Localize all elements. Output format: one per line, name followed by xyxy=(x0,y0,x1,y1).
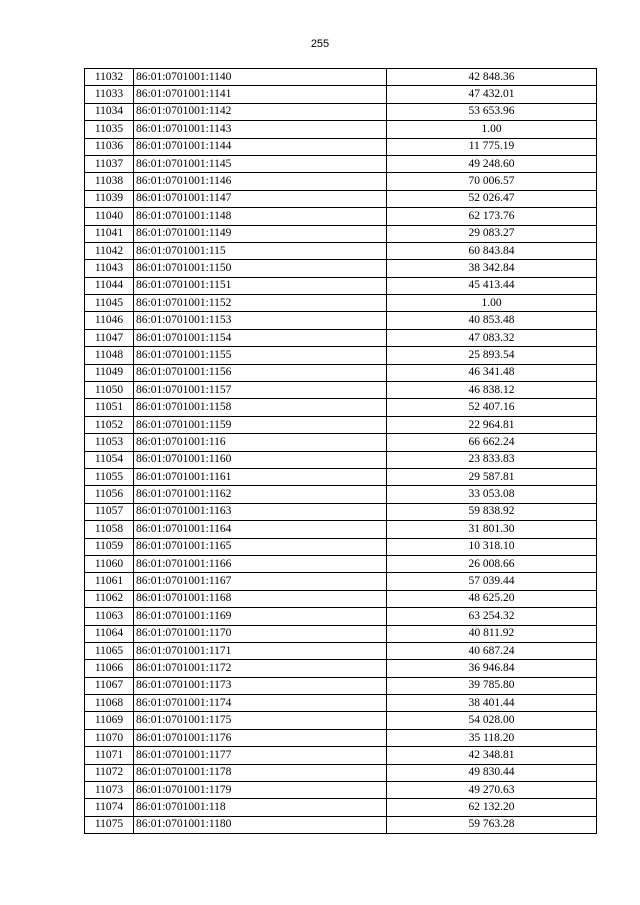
table-row xyxy=(85,468,597,485)
cadastral-number-cell: 86:01:0701001:1144 xyxy=(134,138,387,155)
table-row xyxy=(85,625,597,642)
cadastral-value-cell: 1.00 xyxy=(387,295,597,312)
cadastral-value-cell: 33 053.08 xyxy=(387,486,597,503)
cadastral-value-cell: 31 801.30 xyxy=(387,521,597,538)
cadastral-value-cell: 60 843.84 xyxy=(387,242,597,259)
row-number-cell: 11040 xyxy=(85,208,134,225)
cadastral-value-cell: 49 830.44 xyxy=(387,764,597,781)
table-row xyxy=(85,329,597,346)
row-number-cell: 11073 xyxy=(85,782,134,799)
cadastral-value-cell: 42 848.36 xyxy=(387,69,597,86)
cadastral-number-cell: 86:01:0701001:1160 xyxy=(134,451,387,468)
cadastral-value-cell: 46 838.12 xyxy=(387,382,597,399)
table-row xyxy=(85,677,597,694)
cadastral-number-cell: 86:01:0701001:1159 xyxy=(134,416,387,433)
cadastral-value-cell: 35 118.20 xyxy=(387,729,597,746)
cadastral-number-cell: 86:01:0701001:1149 xyxy=(134,225,387,242)
row-number-cell: 11063 xyxy=(85,608,134,625)
row-number-cell: 11051 xyxy=(85,399,134,416)
table-row xyxy=(85,538,597,555)
row-number-cell: 11059 xyxy=(85,538,134,555)
cadastral-number-cell: 86:01:0701001:1177 xyxy=(134,747,387,764)
table-row xyxy=(85,695,597,712)
table-row xyxy=(85,364,597,381)
row-number-cell: 11045 xyxy=(85,295,134,312)
row-number-cell: 11055 xyxy=(85,468,134,485)
cadastral-value-cell: 62 132.20 xyxy=(387,799,597,816)
row-number-cell: 11058 xyxy=(85,521,134,538)
page-number: 255 xyxy=(310,38,330,50)
cadastral-value-cell: 49 248.60 xyxy=(387,155,597,172)
table-row xyxy=(85,434,597,451)
cadastral-number-cell: 86:01:0701001:1174 xyxy=(134,695,387,712)
table-row xyxy=(85,173,597,190)
cadastral-value-cell: 26 008.66 xyxy=(387,555,597,572)
cadastral-number-cell: 86:01:0701001:1164 xyxy=(134,521,387,538)
cadastral-number-cell: 86:01:0701001:1150 xyxy=(134,260,387,277)
cadastral-number-cell: 86:01:0701001:1140 xyxy=(134,69,387,86)
cadastral-value-cell: 25 893.54 xyxy=(387,347,597,364)
table-row xyxy=(85,608,597,625)
cadastral-value-cell: 42 348.81 xyxy=(387,747,597,764)
row-number-cell: 11074 xyxy=(85,799,134,816)
cadastral-value-cell: 29 587.81 xyxy=(387,468,597,485)
table-row xyxy=(85,295,597,312)
row-number-cell: 11056 xyxy=(85,486,134,503)
cadastral-value-table xyxy=(84,68,597,834)
cadastral-value-cell: 40 853.48 xyxy=(387,312,597,329)
cadastral-number-cell: 86:01:0701001:1148 xyxy=(134,208,387,225)
table-row xyxy=(85,69,597,86)
cadastral-number-cell: 86:01:0701001:1180 xyxy=(134,816,387,833)
cadastral-value-cell: 39 785.80 xyxy=(387,677,597,694)
cadastral-number-cell: 86:01:0701001:1171 xyxy=(134,642,387,659)
cadastral-number-cell: 86:01:0701001:118 xyxy=(134,799,387,816)
row-number-cell: 11052 xyxy=(85,416,134,433)
cadastral-value-cell: 66 662.24 xyxy=(387,434,597,451)
cadastral-number-cell: 86:01:0701001:1173 xyxy=(134,677,387,694)
table-row xyxy=(85,573,597,590)
cadastral-value-cell: 45 413.44 xyxy=(387,277,597,294)
row-number-cell: 11038 xyxy=(85,173,134,190)
cadastral-value-cell: 10 318.10 xyxy=(387,538,597,555)
table-row xyxy=(85,555,597,572)
cadastral-value-cell: 63 254.32 xyxy=(387,608,597,625)
table-row xyxy=(85,347,597,364)
cadastral-number-cell: 86:01:0701001:1179 xyxy=(134,782,387,799)
table-row xyxy=(85,747,597,764)
row-number-cell: 11067 xyxy=(85,677,134,694)
row-number-cell: 11041 xyxy=(85,225,134,242)
table-row xyxy=(85,729,597,746)
cadastral-number-cell: 86:01:0701001:1157 xyxy=(134,382,387,399)
row-number-cell: 11075 xyxy=(85,816,134,833)
cadastral-value-cell: 70 006.57 xyxy=(387,173,597,190)
cadastral-number-cell: 86:01:0701001:1141 xyxy=(134,86,387,103)
row-number-cell: 11039 xyxy=(85,190,134,207)
row-number-cell: 11072 xyxy=(85,764,134,781)
table-row xyxy=(85,399,597,416)
cadastral-number-cell: 86:01:0701001:1172 xyxy=(134,660,387,677)
cadastral-number-cell: 86:01:0701001:115 xyxy=(134,242,387,259)
table-row xyxy=(85,816,597,833)
cadastral-value-cell: 1.00 xyxy=(387,121,597,138)
table-row xyxy=(85,260,597,277)
cadastral-value-cell: 36 946.84 xyxy=(387,660,597,677)
row-number-cell: 11034 xyxy=(85,103,134,120)
table-row xyxy=(85,521,597,538)
row-number-cell: 11064 xyxy=(85,625,134,642)
cadastral-number-cell: 86:01:0701001:1152 xyxy=(134,295,387,312)
row-number-cell: 11042 xyxy=(85,242,134,259)
row-number-cell: 11037 xyxy=(85,155,134,172)
cadastral-number-cell: 86:01:0701001:1170 xyxy=(134,625,387,642)
cadastral-value-cell: 47 083.32 xyxy=(387,329,597,346)
cadastral-value-cell: 53 653.96 xyxy=(387,103,597,120)
cadastral-value-cell: 40 687.24 xyxy=(387,642,597,659)
cadastral-number-cell: 86:01:0701001:1147 xyxy=(134,190,387,207)
row-number-cell: 11033 xyxy=(85,86,134,103)
cadastral-number-cell: 86:01:0701001:1146 xyxy=(134,173,387,190)
cadastral-number-cell: 86:01:0701001:1142 xyxy=(134,103,387,120)
row-number-cell: 11053 xyxy=(85,434,134,451)
row-number-cell: 11057 xyxy=(85,503,134,520)
cadastral-value-cell: 54 028.00 xyxy=(387,712,597,729)
cadastral-number-cell: 86:01:0701001:1153 xyxy=(134,312,387,329)
table-row xyxy=(85,242,597,259)
cadastral-value-cell: 48 625.20 xyxy=(387,590,597,607)
table-row xyxy=(85,155,597,172)
cadastral-number-cell: 86:01:0701001:1145 xyxy=(134,155,387,172)
cadastral-value-cell: 59 763.28 xyxy=(387,816,597,833)
cadastral-number-cell: 86:01:0701001:116 xyxy=(134,434,387,451)
cadastral-number-cell: 86:01:0701001:1143 xyxy=(134,121,387,138)
table-row xyxy=(85,208,597,225)
table-row xyxy=(85,225,597,242)
row-number-cell: 11046 xyxy=(85,312,134,329)
cadastral-number-cell: 86:01:0701001:1175 xyxy=(134,712,387,729)
table-row xyxy=(85,712,597,729)
cadastral-number-cell: 86:01:0701001:1169 xyxy=(134,608,387,625)
cadastral-number-cell: 86:01:0701001:1167 xyxy=(134,573,387,590)
cadastral-number-cell: 86:01:0701001:1163 xyxy=(134,503,387,520)
cadastral-value-cell: 38 342.84 xyxy=(387,260,597,277)
table-row xyxy=(85,138,597,155)
cadastral-value-cell: 52 026.47 xyxy=(387,190,597,207)
cadastral-number-cell: 86:01:0701001:1161 xyxy=(134,468,387,485)
cadastral-value-cell: 23 833.83 xyxy=(387,451,597,468)
cadastral-number-cell: 86:01:0701001:1151 xyxy=(134,277,387,294)
row-number-cell: 11062 xyxy=(85,590,134,607)
table-row xyxy=(85,121,597,138)
cadastral-value-cell: 57 039.44 xyxy=(387,573,597,590)
row-number-cell: 11049 xyxy=(85,364,134,381)
row-number-cell: 11069 xyxy=(85,712,134,729)
table-row xyxy=(85,590,597,607)
cadastral-value-cell: 46 341.48 xyxy=(387,364,597,381)
row-number-cell: 11048 xyxy=(85,347,134,364)
table-row xyxy=(85,764,597,781)
row-number-cell: 11047 xyxy=(85,329,134,346)
cadastral-number-cell: 86:01:0701001:1165 xyxy=(134,538,387,555)
cadastral-value-cell: 22 964.81 xyxy=(387,416,597,433)
row-number-cell: 11065 xyxy=(85,642,134,659)
table-row xyxy=(85,642,597,659)
row-number-cell: 11036 xyxy=(85,138,134,155)
row-number-cell: 11035 xyxy=(85,121,134,138)
table-row xyxy=(85,312,597,329)
cadastral-number-cell: 86:01:0701001:1168 xyxy=(134,590,387,607)
cadastral-value-cell: 40 811.92 xyxy=(387,625,597,642)
cadastral-value-cell: 29 083.27 xyxy=(387,225,597,242)
table-row xyxy=(85,486,597,503)
row-number-cell: 11061 xyxy=(85,573,134,590)
cadastral-value-cell: 49 270.63 xyxy=(387,782,597,799)
cadastral-number-cell: 86:01:0701001:1162 xyxy=(134,486,387,503)
cadastral-value-cell: 62 173.76 xyxy=(387,208,597,225)
table-row xyxy=(85,382,597,399)
cadastral-number-cell: 86:01:0701001:1178 xyxy=(134,764,387,781)
table-row xyxy=(85,416,597,433)
row-number-cell: 11054 xyxy=(85,451,134,468)
cadastral-number-cell: 86:01:0701001:1158 xyxy=(134,399,387,416)
table-row xyxy=(85,799,597,816)
table-row xyxy=(85,503,597,520)
row-number-cell: 11066 xyxy=(85,660,134,677)
table-row xyxy=(85,660,597,677)
table-row xyxy=(85,86,597,103)
row-number-cell: 11043 xyxy=(85,260,134,277)
cadastral-value-cell: 59 838.92 xyxy=(387,503,597,520)
table-row xyxy=(85,103,597,120)
row-number-cell: 11070 xyxy=(85,729,134,746)
table-row xyxy=(85,190,597,207)
row-number-cell: 11032 xyxy=(85,69,134,86)
cadastral-number-cell: 86:01:0701001:1156 xyxy=(134,364,387,381)
cadastral-value-cell: 11 775.19 xyxy=(387,138,597,155)
row-number-cell: 11044 xyxy=(85,277,134,294)
cadastral-value-cell: 38 401.44 xyxy=(387,695,597,712)
table-body xyxy=(85,69,597,834)
table-row xyxy=(85,277,597,294)
cadastral-number-cell: 86:01:0701001:1176 xyxy=(134,729,387,746)
row-number-cell: 11050 xyxy=(85,382,134,399)
table-row xyxy=(85,451,597,468)
cadastral-value-cell: 47 432.01 xyxy=(387,86,597,103)
cadastral-number-cell: 86:01:0701001:1155 xyxy=(134,347,387,364)
row-number-cell: 11068 xyxy=(85,695,134,712)
row-number-cell: 11060 xyxy=(85,555,134,572)
cadastral-number-cell: 86:01:0701001:1166 xyxy=(134,555,387,572)
cadastral-value-cell: 52 407.16 xyxy=(387,399,597,416)
row-number-cell: 11071 xyxy=(85,747,134,764)
cadastral-number-cell: 86:01:0701001:1154 xyxy=(134,329,387,346)
table-row xyxy=(85,782,597,799)
